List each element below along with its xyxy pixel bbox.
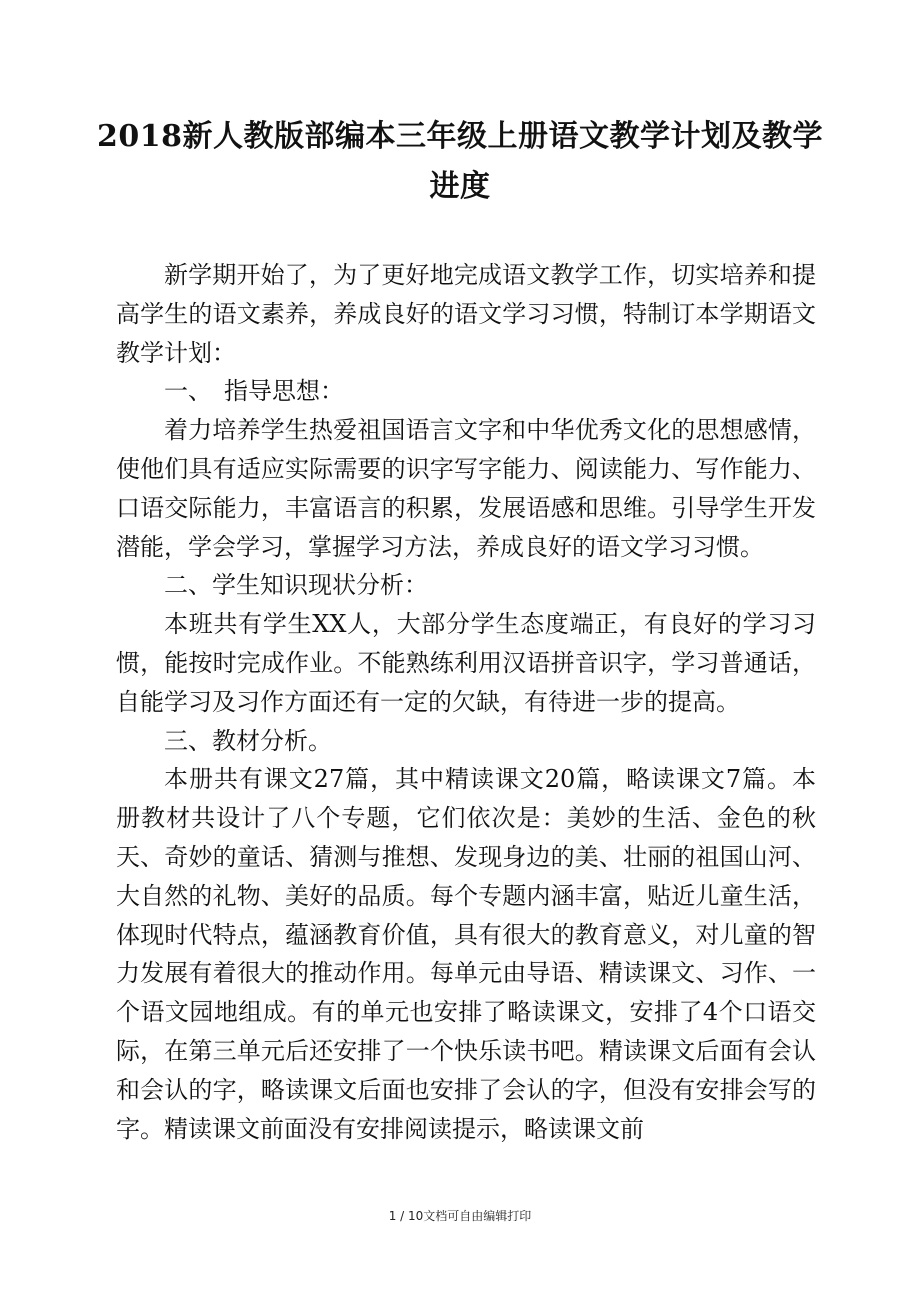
page-footer: 1 / 10文档可自由编辑打印 [388,1209,532,1223]
document-title: 2018新人教版部编本三年级上册语文教学计划及教学进度 [97,119,823,204]
textbook-analysis-paragraph: 本册共有课文27篇，其中精读课文20篇，略读课文7篇。本册教材共设计了八个专题，它们依次是：美妙的生活、金色的秋天、奇妙的童话、猜测与推想、发现身边的美、壮丽的祖国山河、大自然的礼物、美好的品质。每个专题内涵丰富，贴近儿童生活，体现时代特点，蕴涵教育价值，具有很大的教育意义，对儿童的智力发展有着很大的推动作用。每单元由导语、精读课文、习作、一个语文园地组成。有的单元也安排了略读课文，安排了4个口语交际，在第三单元后还安排了一个快乐读书吧。精读课文后面有会认和会认的字，略读课文后面也安排了会认的字，但没有安排会写的字。精读课文前面没有安排阅读提示，略读课文前 [116,765,816,1143]
document-body [116,256,816,1148]
intro-paragraph: 新学期开始了，为了更好地完成语文教学工作，切实培养和提高学生的语文素养，养成良好的语文学习习惯，特制订本学期语文教学计划： [116,261,816,367]
section-heading-guiding-thoughts: 一、 指导思想： [164,377,344,406]
section-heading-textbook-analysis: 三、教材分析。 [164,726,332,755]
student-analysis-paragraph: 本班共有学生XX人，大部分学生态度端正，有良好的学习习惯，能按时完成作业。不能熟练利用汉语拼音识字，学习普通话，自能学习及习作方面还有一定的欠缺，有待进一步的提高。 [116,610,816,716]
guiding-thoughts-paragraph: 着力培养学生热爱祖国语言文字和中华优秀文化的思想感情，使他们具有适应实际需要的识字写字能力、阅读能力、写作能力、口语交际能力，丰富语言的积累，发展语感和思维。引导学生开发潜能，学会学习，掌握学习方法，养成良好的语文学习习惯。 [116,416,816,561]
section-heading-student-analysis: 二、学生知识现状分析： [164,571,428,600]
